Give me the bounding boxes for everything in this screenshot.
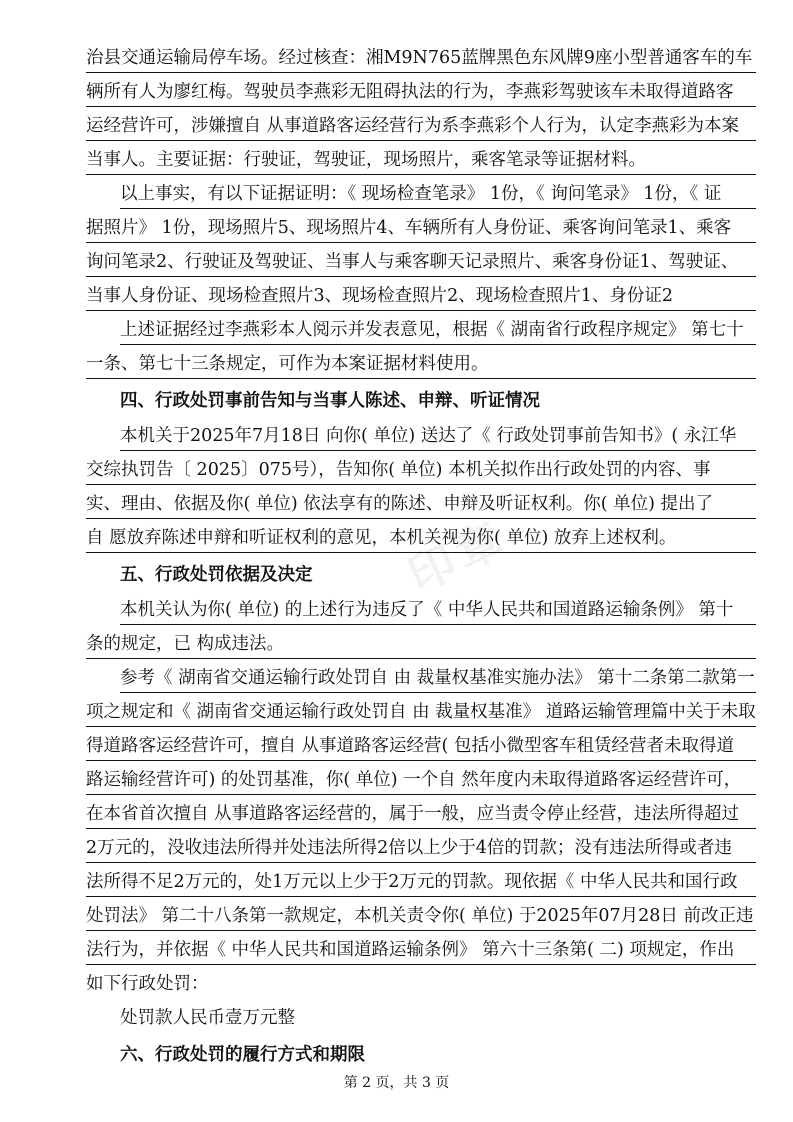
body-line: 2万元的，没收违法所得并处违法所得2倍以上少于4倍的罚款；没有违法所得或者违 — [86, 836, 756, 863]
body-line: 询问笔录2、行驶证及驾驶证、当事人与乘客聊天记录照片、乘客身份证1、驾驶证、 — [86, 250, 756, 277]
penalty-amount: 处罚款人民币壹万元整 — [120, 1006, 295, 1030]
body-line: 路运输经营许可) 的处罚基准，你( 单位) 一个自 然年度内未取得道路客运经营许可， — [86, 768, 756, 795]
body-line: 当事人身份证、现场检查照片3、现场检查照片2、现场检查照片1、身份证2 — [86, 284, 756, 311]
body-line: 实、理由、依据及你( 单位) 依法享有的陈述、申辩及听证权利。你( 单位) 提出了 — [86, 492, 756, 519]
page-number: 第 2 页，共 3 页 — [343, 1075, 450, 1091]
body-line: 当事人。主要证据：行驶证，驾驶证，现场照片，乘客笔录等证据材料。 — [86, 148, 756, 175]
body-line: 参考《 湖南省交通运输行政处罚自 由 裁量权基准实施办法》 第十二条第二款第一 — [120, 666, 756, 693]
body-line: 自 愿放弃陈述申辩和听证权利的意见，本机关视为你( 单位) 放弃上述权利。 — [86, 526, 756, 553]
body-line: 处罚法》 第二十八条第一款规定，本机关责令你( 单位) 于2025年07月28日 前改正违 — [86, 904, 756, 931]
body-line: 辆所有人为廖红梅。驾驶员李燕彩无阻碍执法的行为，李燕彩驾驶该车未取得道路客 — [86, 80, 756, 107]
body-line: 在本省首次擅自 从事道路客运经营的，属于一般，应当责令停止经营，违法所得超过 — [86, 802, 756, 829]
body-line: 以上事实，有以下证据证明：《 现场检查笔录》 1份，《 询问笔录》 1份，《 证 — [120, 182, 756, 209]
section-heading-5: 五、行政处罚依据及决定 — [120, 565, 313, 585]
body-line: 交综执罚告〔 2025〕075号），告知你( 单位) 本机关拟作出行政处罚的内容、事 — [86, 458, 756, 485]
body-line: 一条、第七十三条规定，可作为本案证据材料使用。 — [86, 352, 756, 379]
body-line: 本机关于2025年7月18日 向你( 单位) 送达了《 行政处罚事前告知书》( 永江华 — [120, 424, 756, 451]
body-line: 得道路客运经营许可，擅自 从事道路客运经营( 包括小微型客车租赁经营者未取得道 — [86, 734, 756, 761]
body-line: 治县交通运输局停车场。经过核查：湘M9N765蓝牌黑色东风牌9座小型普通客车的车 — [86, 46, 756, 73]
body-line: 条的规定，已 构成违法。 — [86, 632, 756, 659]
section-heading-6: 六、行政处罚的履行方式和期限 — [120, 1045, 365, 1065]
body-line: 法所得不足2万元的，处1万元以上少于2万元的罚款。现依据《 中华人民共和国行政 — [86, 870, 756, 897]
watermark: 印章 — [399, 509, 517, 603]
section-heading-4: 四、行政处罚事前告知与当事人陈述、申辩、听证情况 — [120, 391, 540, 411]
body-line: 项之规定和《 湖南省交通运输行政处罚自 由 裁量权基准》 道路运输管理篇中关于未取 — [86, 700, 756, 727]
body-line: 如下行政处罚： — [86, 974, 209, 994]
body-line: 据照片》 1份，现场照片5、现场照片4、车辆所有人身份证、乘客询问笔录1、乘客 — [86, 216, 756, 243]
body-line: 上述证据经过李燕彩本人阅示并发表意见，根据《 湖南省行政程序规定》 第七十 — [120, 318, 756, 345]
body-line: 运经营许可，涉嫌擅自 从事道路客运经营行为系李燕彩个人行为，认定李燕彩为本案 — [86, 114, 756, 141]
body-line: 法行为，并依据《 中华人民共和国道路运输条例》 第六十三条第( 二) 项规定，作出 — [86, 938, 756, 965]
body-line: 本机关认为你( 单位) 的上述行为违反了《 中华人民共和国道路运输条例》 第十 — [120, 598, 756, 625]
